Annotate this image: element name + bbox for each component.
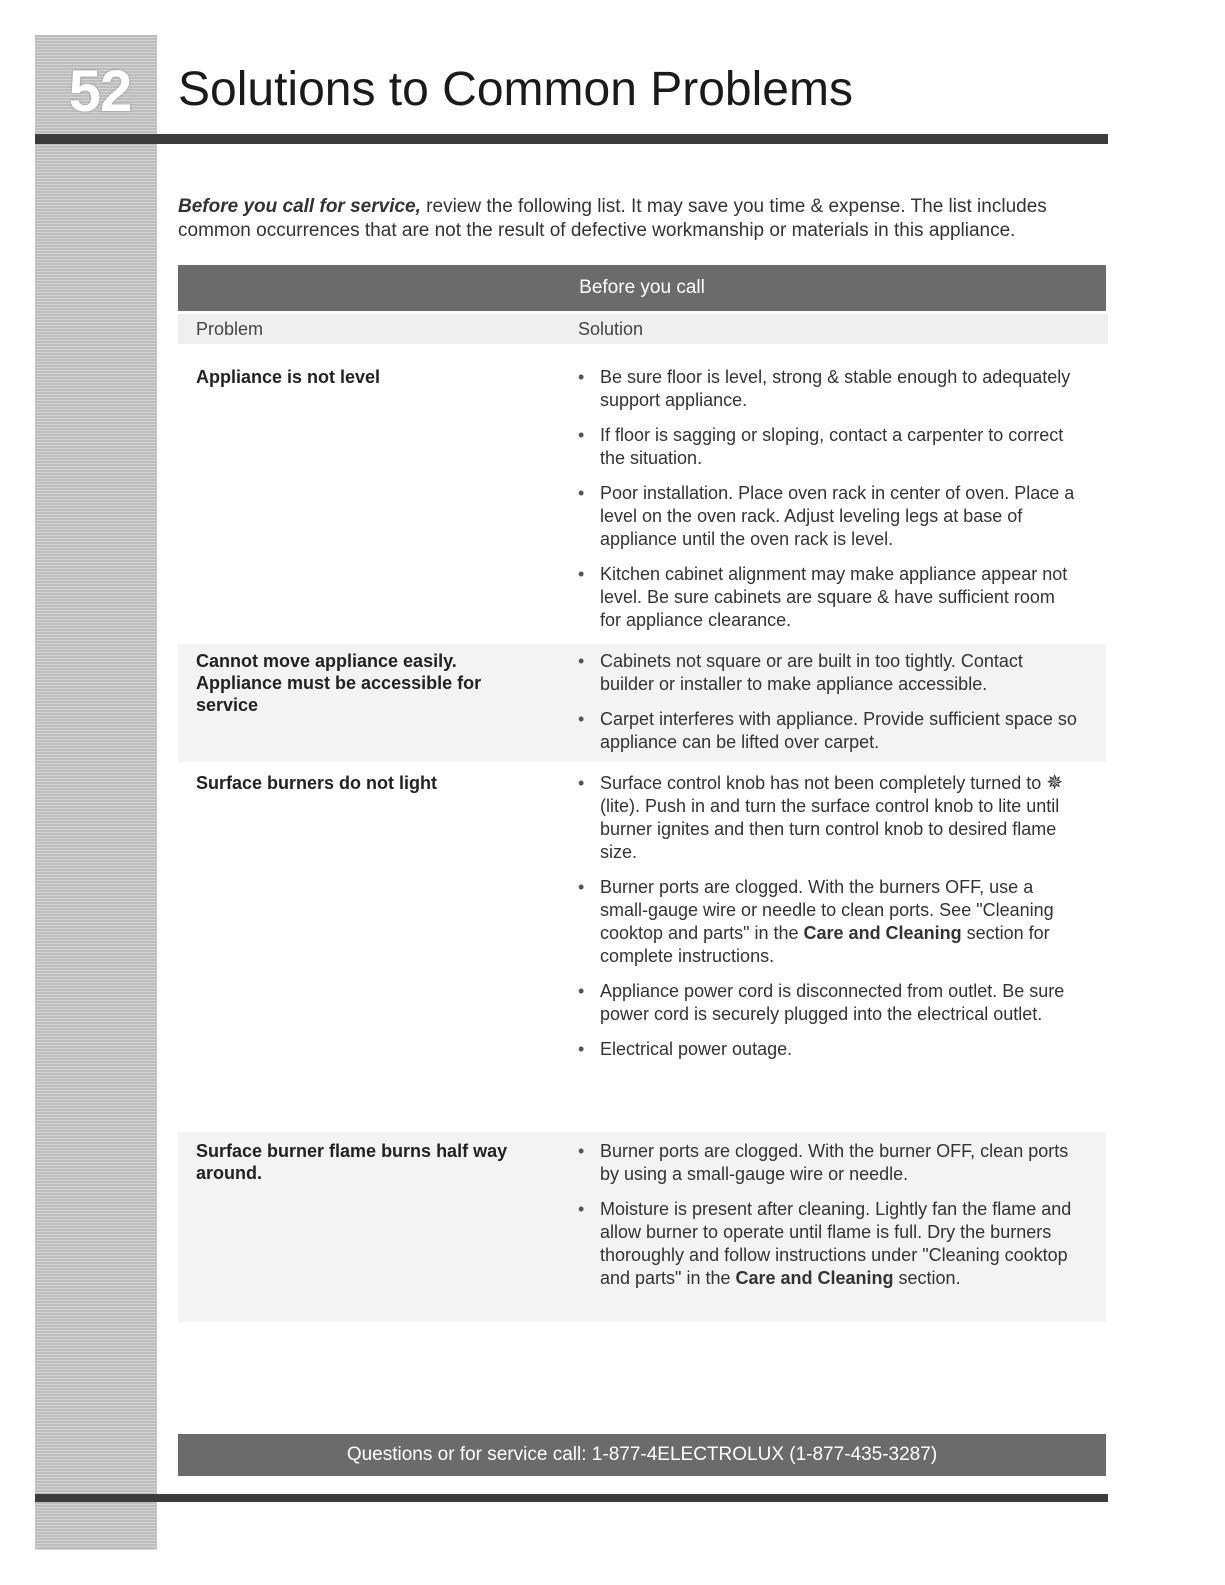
intro-lead: Before you call for service, [178,196,421,217]
lite-flame-icon: ✵ [1046,772,1064,794]
service-footer: Questions or for service call: 1-877-4ELECTROLUX (1-877-435-3287) [178,1434,1106,1476]
bottom-rule [35,1494,1108,1502]
solution-item: • Appliance power cord is disconnected from outlet. Be sure power cord is securely plugged into the electrical outlet. [578,980,1078,1026]
solution-item: • Cabinets not square or are built in too tightly. Contact builder or installer to make appliance accessible. [578,650,1078,696]
intro-paragraph [178,195,1098,243]
solution-item: • Surface control knob has not been completely turned to ✵ (lite). Push in and turn the surface control knob to lite until burner ignites and then turn control knob to desired flame size. [578,772,1078,864]
table-row [178,768,1106,1128]
solution-item: • Kitchen cabinet alignment may make appliance appear not level. Be sure cabinets are square & have sufficient room for appliance clearance. [578,563,1078,632]
table-banner: Before you call [178,265,1106,311]
solution-item: • Be sure floor is level, strong & stable enough to adequately support appliance. [578,366,1078,412]
problem-label: Surface burner flame burns half way around. [196,1141,508,1183]
solution-list [578,1140,1078,1302]
column-header-problem: Problem [178,314,576,344]
column-header-solution: Solution [576,314,1108,344]
side-strip [35,35,157,1550]
solution-item: • Burner ports are clogged. With the burner OFF, clean ports by using a small-gauge wire or needle. [578,1140,1078,1186]
solution-list [578,366,1078,644]
intro-text: review the following list. It may save you time & expense. The list includes common occurrences that are not the result of defective workmanship or materials in this appliance. [178,196,1047,241]
problem-label: Appliance is not level [196,367,381,387]
solution-item: • Poor installation. Place oven rack in center of oven. Place a level on the oven rack. Adjust leveling legs at base of appliance until the oven rack is level. [578,482,1078,551]
solution-item: • Moisture is present after cleaning. Lightly fan the flame and allow burner to operate until flame is full. Dry the burners thoroughly and follow instructions under "Cleaning cooktop and parts" in the Care and Cleaning section. [578,1198,1078,1290]
problem-label: Surface burners do not light [196,773,438,793]
table-row [178,1132,1106,1322]
solution-item: • Carpet interferes with appliance. Provide sufficient space so appliance can be lifted over carpet. [578,708,1078,754]
solution-list [578,772,1078,1073]
page-title: Solutions to Common Problems [178,63,853,116]
solution-item: • If floor is sagging or sloping, contact a carpenter to correct the situation. [578,424,1078,470]
table-row [178,644,1106,762]
solution-item: • Electrical power outage. [578,1038,1078,1061]
table-row [178,360,1106,640]
top-rule [35,134,1108,144]
solution-item: • Burner ports are clogged. With the burners OFF, use a small-gauge wire or needle to clean ports. See "Cleaning cooktop and parts" in the Care and Cleaning section for complete instructions. [578,876,1078,968]
solution-list [578,650,1078,766]
problem-label: Cannot move appliance easily. Appliance must be accessible for service [196,651,482,715]
page-number: 52 [68,59,132,124]
